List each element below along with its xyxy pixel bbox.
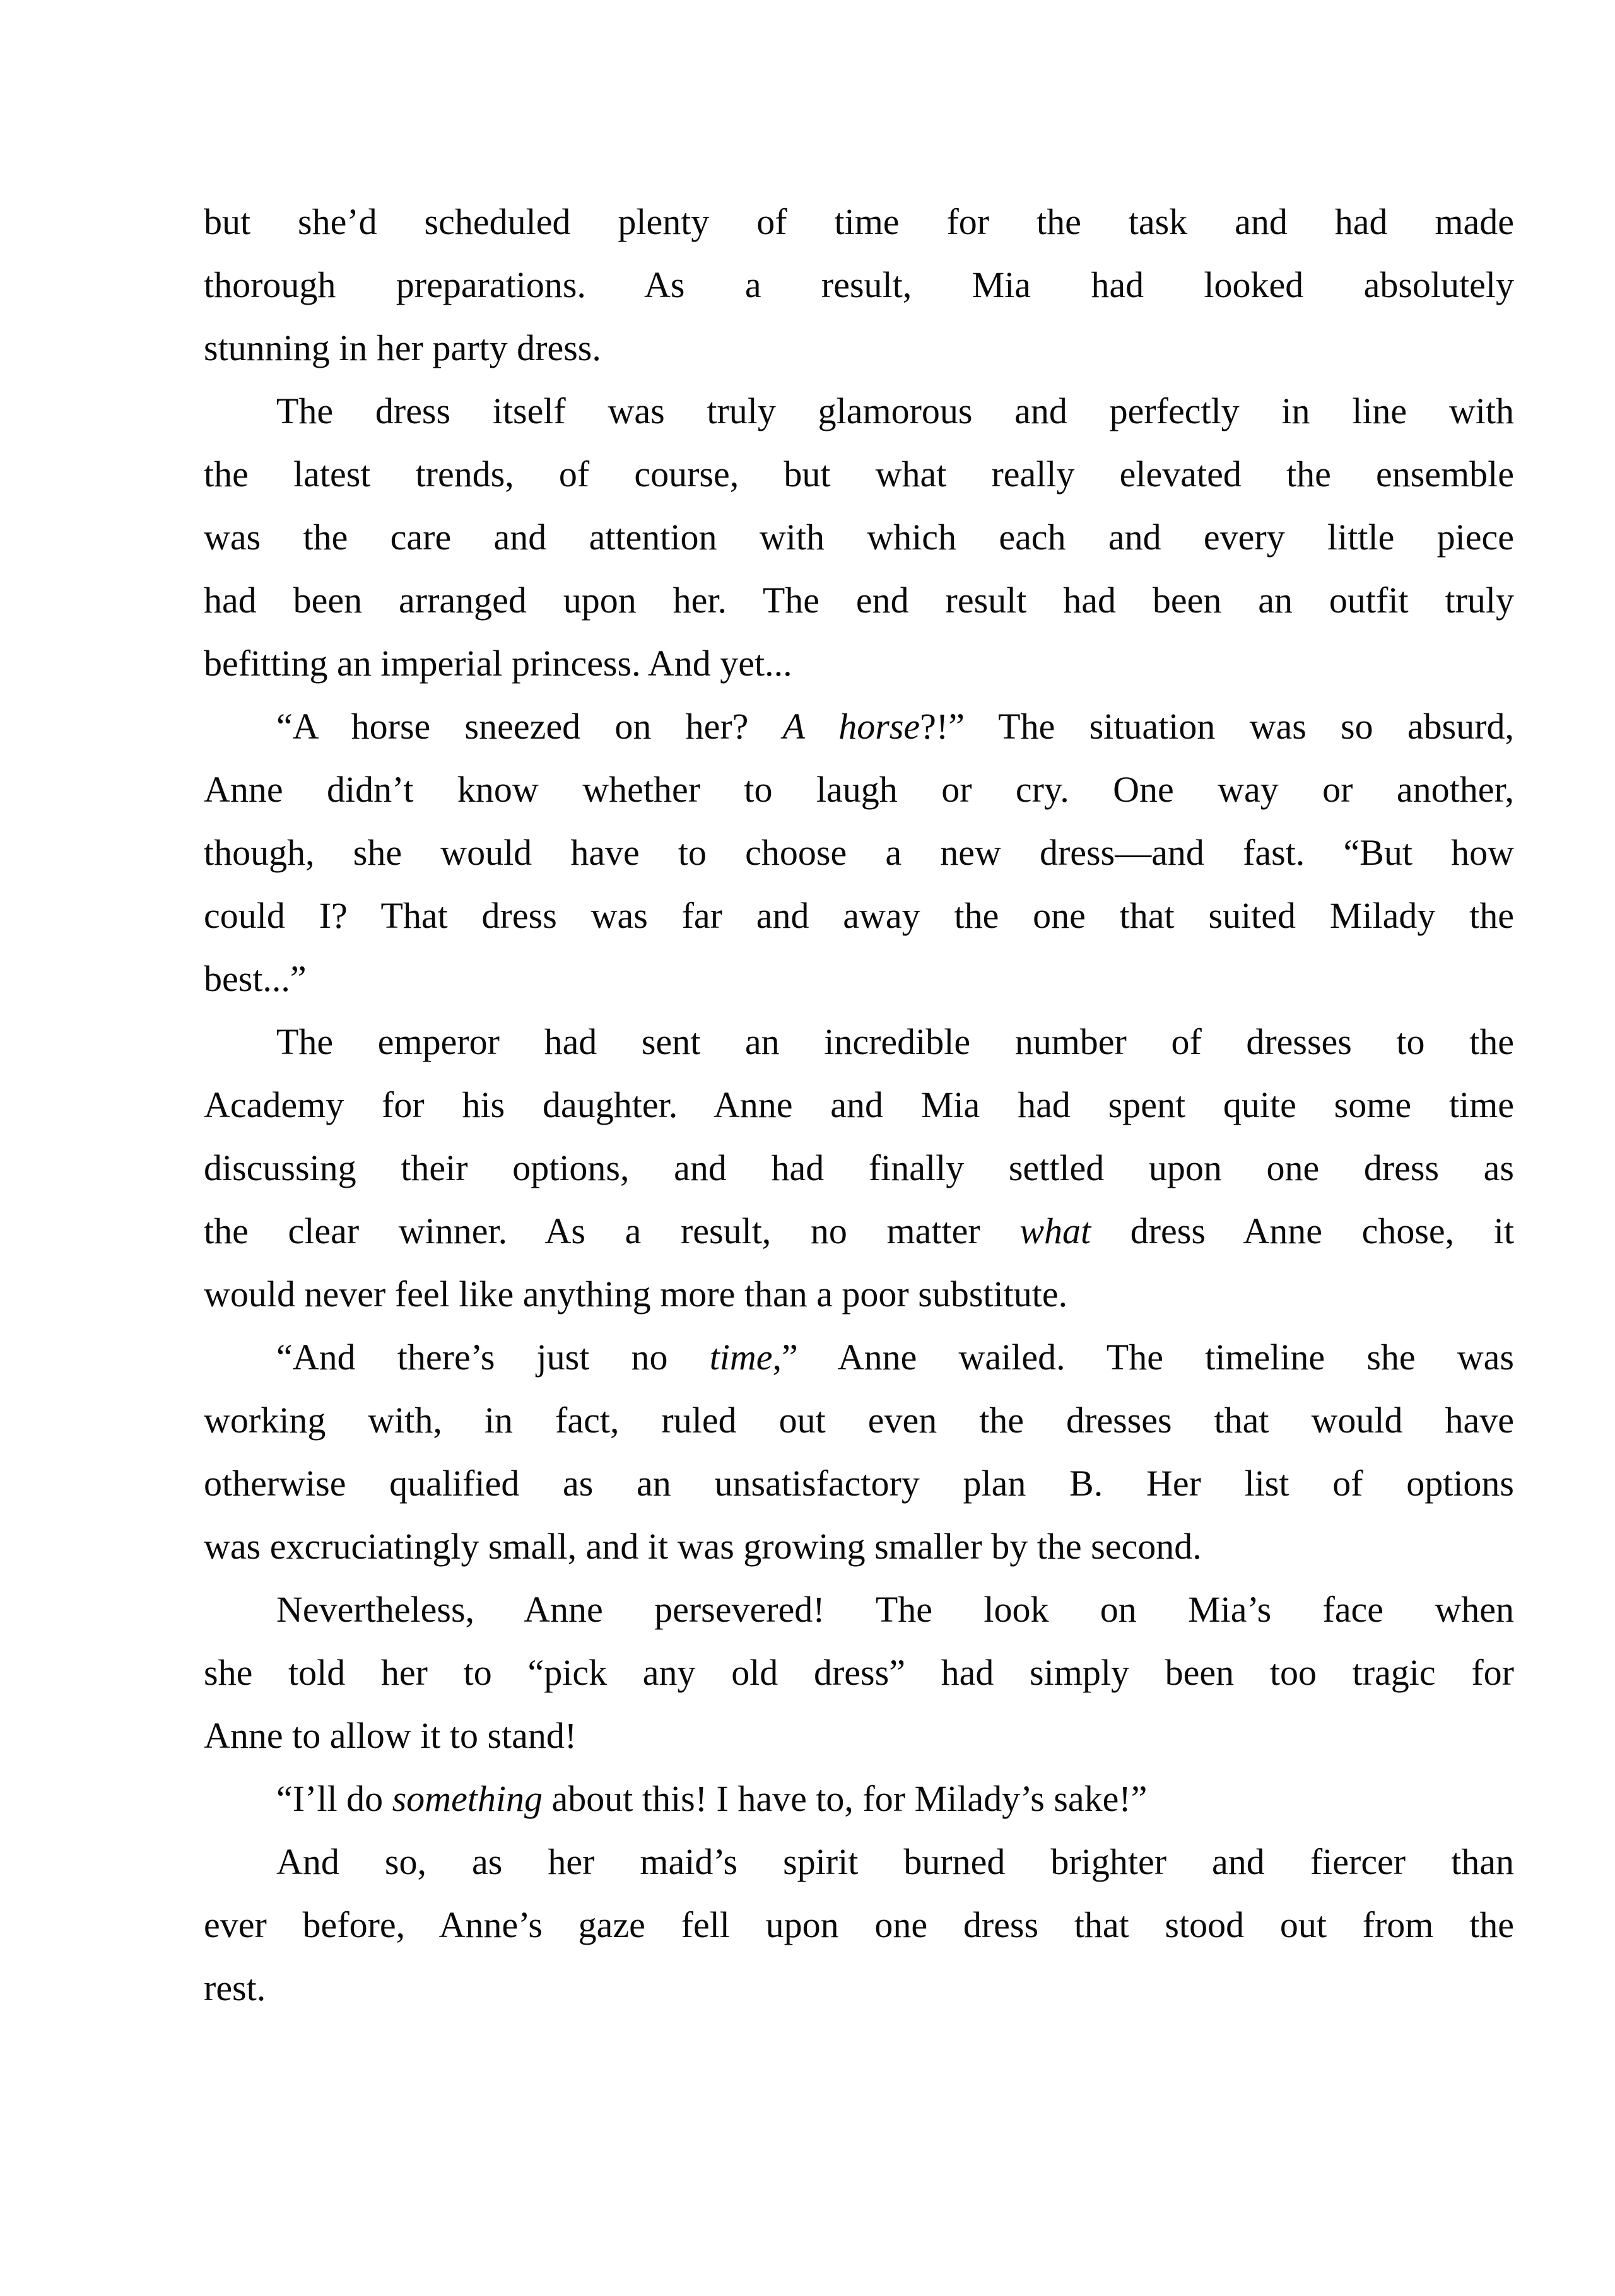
text-segment: “A horse sneezed on her? <box>276 706 783 747</box>
text-line <box>204 190 1514 254</box>
paragraph <box>204 1326 1514 1578</box>
text-segment: Academy for his daughter. Anne and Mia had spent quite some time <box>204 1084 1514 1125</box>
text-line <box>204 758 1514 821</box>
text-line <box>204 1641 1514 1704</box>
text-segment: could I? That dress was far and away the one that suited Milady the <box>204 895 1514 936</box>
text-segment: best...” <box>204 958 307 999</box>
text-segment: ?!” The situation was so absurd, <box>920 706 1514 747</box>
text-line <box>204 632 1514 695</box>
text-line <box>204 1074 1514 1137</box>
text-segment: Nevertheless, Anne persevered! The look on Mia’s face when <box>276 1589 1514 1630</box>
text-segment: would never feel like anything more than a poor substitute. <box>204 1274 1068 1315</box>
text-segment-italic: A horse <box>782 706 920 747</box>
text-segment: but she’d scheduled plenty of time for the task and had made <box>204 201 1514 242</box>
text-segment: stunning in her party dress. <box>204 327 601 368</box>
paragraph <box>204 1767 1514 1830</box>
text-line <box>204 1200 1514 1263</box>
text-segment: though, she would have to choose a new dress—and fast. “But how <box>204 832 1514 873</box>
text-segment-italic: something <box>392 1778 543 1819</box>
text-segment: And so, as her maid’s spirit burned brighter and fiercer than <box>276 1841 1514 1882</box>
text-line <box>204 1010 1514 1074</box>
paragraph <box>204 1830 1514 2020</box>
text-line <box>204 1894 1514 1957</box>
text-segment: was the care and attention with which each and every little piece <box>204 517 1514 558</box>
text-line <box>204 1326 1514 1389</box>
page-text <box>204 190 1514 2020</box>
text-segment: dress Anne chose, it <box>1091 1210 1515 1251</box>
text-line <box>204 1767 1514 1830</box>
paragraph <box>204 1010 1514 1326</box>
text-segment: she told her to “pick any old dress” had simply been too tragic for <box>204 1652 1514 1693</box>
text-line <box>204 1389 1514 1452</box>
text-segment: working with, in fact, ruled out even the dresses that would have <box>204 1400 1514 1441</box>
text-line <box>204 695 1514 758</box>
text-line <box>204 1263 1514 1326</box>
text-line <box>204 569 1514 632</box>
text-line <box>204 317 1514 380</box>
paragraph <box>204 1578 1514 1767</box>
text-segment: discussing their options, and had finally settled upon one dress as <box>204 1147 1514 1188</box>
text-line <box>204 821 1514 884</box>
text-segment: The dress itself was truly glamorous and perfectly in line with <box>276 390 1514 431</box>
paragraph <box>204 695 1514 1010</box>
text-segment: ever before, Anne’s gaze fell upon one dress that stood out from the <box>204 1904 1514 1945</box>
text-segment-italic: what <box>1019 1210 1091 1251</box>
text-line <box>204 443 1514 506</box>
text-line <box>204 1137 1514 1200</box>
text-segment: rest. <box>204 1967 266 2008</box>
text-segment: otherwise qualified as an unsatisfactory plan B. Her list of options <box>204 1463 1514 1504</box>
text-segment: Anne to allow it to stand! <box>204 1715 577 1756</box>
text-line <box>204 1704 1514 1767</box>
paragraph <box>204 380 1514 695</box>
text-segment: befitting an imperial princess. And yet... <box>204 643 792 684</box>
text-line <box>204 380 1514 443</box>
text-segment: about this! I have to, for Milady’s sake!” <box>543 1778 1148 1819</box>
text-segment: was excruciatingly small, and it was growing smaller by the second. <box>204 1526 1202 1567</box>
paragraph <box>204 190 1514 380</box>
text-line <box>204 1830 1514 1894</box>
text-line <box>204 1957 1514 2020</box>
text-segment: the clear winner. As a result, no matter <box>204 1210 1020 1251</box>
text-segment: “I’ll do <box>276 1778 392 1819</box>
text-line <box>204 884 1514 947</box>
text-line <box>204 947 1514 1010</box>
text-line <box>204 1578 1514 1641</box>
text-segment: thorough preparations. As a result, Mia had looked absolutely <box>204 264 1514 305</box>
text-line <box>204 1452 1514 1515</box>
text-segment: ,” Anne wailed. The timeline she was <box>772 1337 1514 1378</box>
text-segment: Anne didn’t know whether to laugh or cry. One way or another, <box>204 769 1514 810</box>
text-segment: the latest trends, of course, but what really elevated the ensemble <box>204 454 1514 495</box>
text-line <box>204 1515 1514 1578</box>
text-line <box>204 254 1514 317</box>
text-segment-italic: time <box>709 1337 773 1378</box>
text-segment: had been arranged upon her. The end result had been an outfit truly <box>204 580 1514 621</box>
text-line <box>204 506 1514 569</box>
text-segment: “And there’s just no <box>276 1337 710 1378</box>
text-segment: The emperor had sent an incredible number of dresses to the <box>276 1021 1514 1062</box>
